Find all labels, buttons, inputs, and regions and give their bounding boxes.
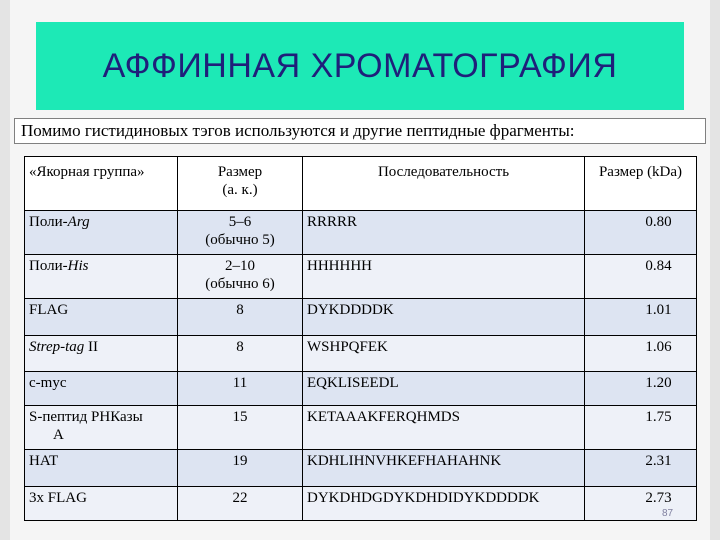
cell-sequence: WSHPQFEK	[303, 336, 585, 372]
header-size-aa-line1: Размер	[217, 164, 263, 180]
header-anchor-group: «Якорная группа»	[25, 157, 178, 211]
table-row	[25, 406, 697, 450]
cell-anchor: c-myc	[25, 372, 178, 406]
cell-size-kda: 1.20	[585, 372, 697, 406]
cell-sequence: EQKLISEEDL	[303, 372, 585, 406]
cell-size-aa: 11	[178, 372, 303, 406]
cell-size-kda: 1.06	[585, 336, 697, 372]
cell-size-aa: 22	[178, 487, 303, 521]
cell-sequence: KETAAAKFERQHMDS	[303, 406, 585, 450]
header-sequence: Последовательность	[303, 157, 585, 211]
cell-size-kda: 1.01	[585, 299, 697, 336]
cell-size-kda: 0.84	[585, 255, 697, 299]
cell-sequence: KDHLIHNVHKEFHAHAHNK	[303, 450, 585, 487]
slide-title: АФФИННАЯ ХРОМАТОГРАФИЯ	[102, 46, 618, 85]
cell-anchor: FLAG	[25, 299, 178, 336]
slide-subtitle: Помимо гистидиновых тэгов используются и другие пептидные фрагменты:	[14, 118, 706, 144]
cell-size-aa: 19	[178, 450, 303, 487]
cell-sequence: DYKDDDDK	[303, 299, 585, 336]
table-row	[25, 211, 697, 255]
cell-size-kda: 2.73	[585, 487, 697, 521]
peptide-tag-table	[24, 156, 697, 521]
cell-anchor: Поли-Arg	[25, 211, 178, 255]
table-row	[25, 299, 697, 336]
table-row	[25, 372, 697, 406]
cell-anchor: Strep-tag II	[25, 336, 178, 372]
cell-size-aa: 8	[178, 299, 303, 336]
table-row	[25, 487, 697, 521]
cell-sequence: DYKDHDGDYKDHDIDYKDDDDK	[303, 487, 585, 521]
table-row	[25, 450, 697, 487]
cell-anchor: Поли-His	[25, 255, 178, 299]
cell-size-aa: 2–10 (обычно 6)	[178, 255, 303, 299]
cell-sequence: RRRRR	[303, 211, 585, 255]
cell-size-kda: 2.31	[585, 450, 697, 487]
cell-sequence: HHHHHH	[303, 255, 585, 299]
table-row	[25, 255, 697, 299]
right-frame-bar	[710, 0, 720, 540]
cell-size-kda: 0.80	[585, 211, 697, 255]
cell-anchor: S-пептид РНКазы А	[25, 406, 178, 450]
cell-size-aa: 5–6 (обычно 5)	[178, 211, 303, 255]
header-size-kda: Размер (kDa)	[585, 157, 697, 211]
table-header-row	[25, 157, 697, 211]
table-row	[25, 336, 697, 372]
left-frame-bar	[0, 0, 10, 540]
cell-anchor: 3x FLAG	[25, 487, 178, 521]
cell-size-aa: 15	[178, 406, 303, 450]
header-size-aa-line2: (а. к.)	[222, 182, 258, 198]
title-banner	[36, 22, 684, 110]
page-number: 87	[662, 508, 674, 519]
header-size-aa	[178, 157, 303, 211]
cell-size-kda: 1.75	[585, 406, 697, 450]
cell-anchor: HAT	[25, 450, 178, 487]
cell-size-aa: 8	[178, 336, 303, 372]
